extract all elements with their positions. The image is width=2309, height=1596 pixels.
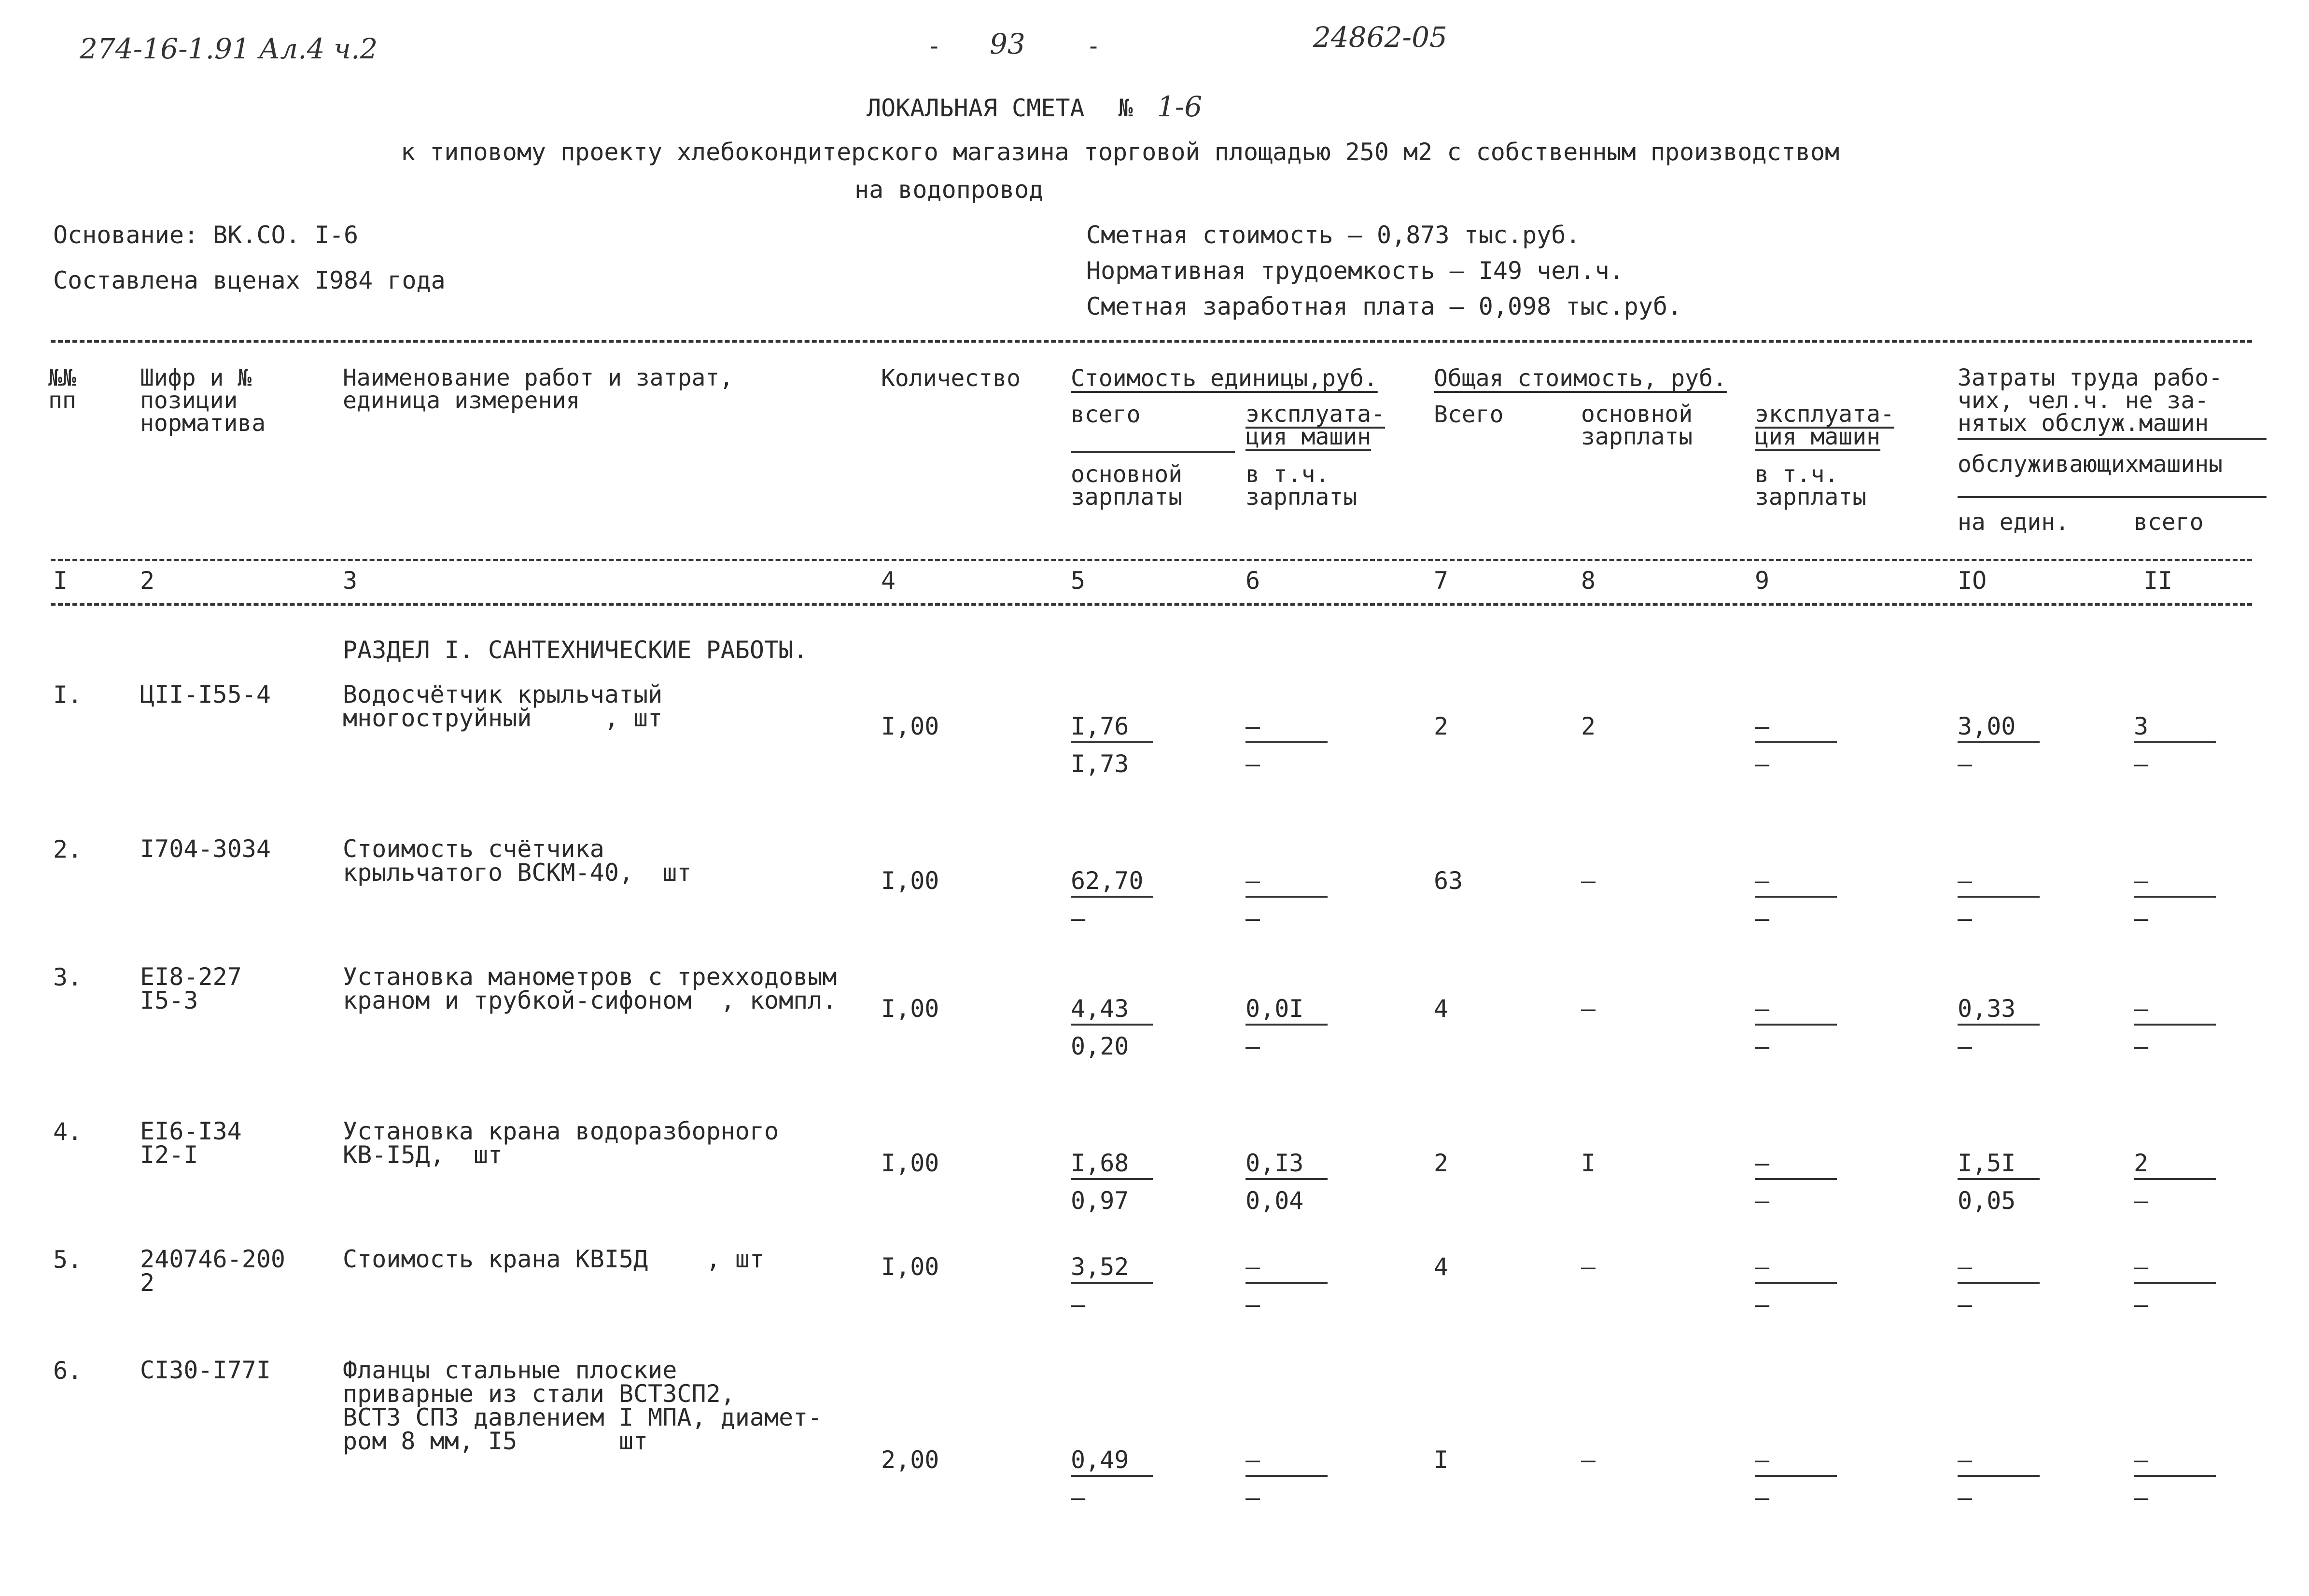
basis: Основание: ВК.СО. I-6 — [53, 221, 359, 249]
rule-colnum-bottom — [51, 603, 2252, 606]
row-name: Стоимость крана КВI5Д , шт — [343, 1245, 764, 1273]
row-total-machines — [1755, 1448, 1837, 1510]
row-total: I — [1434, 1446, 1449, 1474]
row-unit-cost-bottom: – — [1071, 904, 1086, 932]
row-number: 4. — [53, 1118, 83, 1146]
row-total-machines-top: – — [1755, 869, 1837, 898]
row-labor-total-bottom: – — [2134, 750, 2149, 778]
row-labor-per-unit-top: 0,33 — [1958, 997, 2040, 1026]
subtitle-line-2: на водопровод — [854, 176, 1044, 204]
header-row-number: №№ пп — [48, 364, 76, 415]
row-quantity: I,00 — [881, 712, 939, 740]
header-total-all: Всего — [1434, 401, 1504, 428]
row-unit-machines — [1245, 1448, 1328, 1510]
row-labor-per-unit — [1958, 1151, 2040, 1213]
estimated-salary: Сметная заработная плата – 0,098 тыс.руб. — [1086, 292, 1682, 320]
row-number: I. — [53, 681, 83, 709]
header-labor: Затраты труда рабо- чих, чел.ч. не за- нятых обслуж.машин — [1958, 364, 2223, 437]
subtitle-line-1: к типовому проекту хлебокондитерского магазина торговой площадью 250 м2 с собственным производством — [401, 138, 1840, 166]
row-labor-total-top: – — [2134, 869, 2216, 898]
row-labor-per-unit-bottom: – — [1958, 1291, 1973, 1318]
row-code: EI8-227 I5-3 — [140, 963, 242, 1014]
row-unit-machines-bottom: – — [1245, 1032, 1260, 1060]
row-number: 2. — [53, 835, 83, 863]
row-name: Стоимость счётчика крыльчатого ВСКМ-40, шт — [343, 835, 692, 887]
header-labor-per-unit: на един. — [1958, 509, 2070, 536]
header-total-machines: эксплуата- ция машин — [1755, 401, 1894, 451]
row-unit-machines-bottom: – — [1245, 750, 1260, 778]
row-total: 63 — [1434, 867, 1463, 895]
row-total-salary: I — [1581, 1149, 1596, 1177]
row-code: EI6-I34 I2-I — [140, 1117, 242, 1169]
title-number-sign: № — [1118, 94, 1133, 122]
header-unit-machine-salary: в т.ч. зарплаты — [1245, 461, 1357, 511]
row-unit-machines-top: – — [1245, 1255, 1328, 1284]
row-total-salary: – — [1581, 867, 1596, 895]
colnum-2: 2 — [140, 567, 155, 595]
row-labor-total — [2134, 997, 2216, 1058]
row-total-machines-top: – — [1755, 714, 1837, 743]
row-unit-cost-top: 0,49 — [1071, 1448, 1153, 1477]
row-unit-cost-top: 4,43 — [1071, 997, 1153, 1026]
row-labor-total-top: – — [2134, 1255, 2216, 1284]
colnum-1: I — [53, 567, 68, 595]
row-labor-total-bottom: – — [2134, 904, 2149, 932]
row-name: Установка крана водоразборного КВ-I5Д, шт — [343, 1117, 779, 1169]
row-total-machines-bottom: – — [1755, 1032, 1770, 1060]
row-total-machines — [1755, 1255, 1837, 1317]
row-unit-cost-bottom: 0,20 — [1071, 1032, 1129, 1060]
header-total-cost: Общая стоимость, руб. — [1434, 365, 1727, 392]
colnum-8: 8 — [1581, 567, 1596, 595]
row-quantity: I,00 — [881, 1149, 939, 1177]
handwritten-doc-code: 274-16-1.91 Ал.4 ч.2 — [80, 32, 378, 65]
row-labor-total-top: – — [2134, 1448, 2216, 1477]
row-code: 240746-200 2 — [140, 1245, 286, 1297]
row-unit-machines-top: – — [1245, 1448, 1328, 1477]
row-total-machines-bottom: – — [1755, 1291, 1770, 1318]
row-total-machines — [1755, 1151, 1837, 1213]
page-number: 93 — [990, 28, 1025, 60]
header-total-salary: основной зарплаты — [1581, 401, 1693, 451]
row-number: 5. — [53, 1246, 83, 1274]
row-total-salary: 2 — [1581, 712, 1596, 740]
row-unit-cost — [1071, 1151, 1153, 1213]
row-unit-machines — [1245, 1151, 1328, 1213]
row-total-machines-bottom: – — [1755, 904, 1770, 932]
row-total-salary: – — [1581, 995, 1596, 1023]
colnum-4: 4 — [881, 567, 896, 595]
section-title: РАЗДЕЛ I. САНТЕХНИЧЕСКИЕ РАБОТЫ. — [343, 636, 808, 664]
header-unit-cost: Стоимость единицы,руб. — [1071, 365, 1378, 392]
colnum-6: 6 — [1245, 567, 1260, 595]
header-unit-salary: основной зарплаты — [1071, 461, 1183, 511]
row-unit-cost-bottom: 0,97 — [1071, 1187, 1129, 1215]
row-total-machines-top: – — [1755, 1448, 1837, 1477]
colnum-11: II — [2143, 567, 2173, 595]
row-total-machines — [1755, 714, 1837, 776]
header-labor-rule-1 — [1958, 438, 2267, 440]
row-unit-machines-top: – — [1245, 869, 1328, 898]
row-unit-machines — [1245, 869, 1328, 930]
row-total-salary: – — [1581, 1446, 1596, 1474]
row-labor-per-unit-top: I,5I — [1958, 1151, 2040, 1180]
colnum-10: IO — [1958, 567, 1987, 595]
row-unit-cost-bottom: – — [1071, 1484, 1086, 1512]
row-total-machines-bottom: – — [1755, 750, 1770, 778]
row-labor-per-unit-bottom: 0,05 — [1958, 1187, 2016, 1215]
colnum-7: 7 — [1434, 567, 1449, 595]
header-labor-total: всего — [2134, 509, 2204, 536]
row-labor-per-unit — [1958, 997, 2040, 1058]
page-dash-right: - — [1086, 32, 1101, 60]
header-labor-machines: обслуживающихмашины — [1958, 451, 2223, 478]
row-labor-total — [2134, 1448, 2216, 1510]
header-code: Шифр и № позиции норматива — [140, 364, 266, 437]
row-total-salary: – — [1581, 1253, 1596, 1281]
row-unit-machines-top: – — [1245, 714, 1328, 743]
row-labor-per-unit-top: 3,00 — [1958, 714, 2040, 743]
row-unit-cost-top: I,76 — [1071, 714, 1153, 743]
row-unit-cost — [1071, 1255, 1153, 1317]
row-unit-cost-bottom: I,73 — [1071, 750, 1129, 778]
row-unit-cost — [1071, 869, 1153, 930]
row-name: Водосчётчик крыльчатый многоструйный , шт — [343, 680, 663, 732]
row-total: 4 — [1434, 1253, 1449, 1281]
row-total-machines — [1755, 869, 1837, 930]
row-labor-per-unit-bottom: – — [1958, 904, 1973, 932]
row-unit-machines — [1245, 1255, 1328, 1317]
rule-top — [51, 340, 2252, 343]
row-total-machines-bottom: – — [1755, 1484, 1770, 1512]
compiled-in-prices: Составлена вценах I984 года — [53, 266, 446, 294]
row-name: Фланцы стальные плоские приварные из стали ВСТ3СП2, ВСТ3 СП3 давлением I МПА, диамет- ром 8 мм, I5 шт — [343, 1356, 823, 1455]
row-labor-total-top: 3 — [2134, 714, 2216, 743]
header-labor-rule-2 — [1958, 496, 2267, 498]
row-labor-total-top: – — [2134, 997, 2216, 1026]
row-quantity: 2,00 — [881, 1446, 939, 1474]
row-unit-machines — [1245, 714, 1328, 776]
row-quantity: I,00 — [881, 1253, 939, 1281]
row-labor-per-unit-bottom: – — [1958, 1032, 1973, 1060]
row-labor-per-unit-bottom: – — [1958, 750, 1973, 778]
row-labor-total-bottom: – — [2134, 1032, 2149, 1060]
header-unit-rule — [1071, 451, 1235, 453]
row-labor-total-bottom: – — [2134, 1484, 2149, 1512]
row-labor-per-unit — [1958, 714, 2040, 776]
row-labor-total — [2134, 1255, 2216, 1317]
rule-header-bottom — [51, 559, 2252, 561]
row-labor-total-bottom: – — [2134, 1187, 2149, 1215]
row-code: I704-3034 — [140, 835, 271, 863]
row-code: CI30-I77I — [140, 1356, 271, 1384]
row-labor-total-top: 2 — [2134, 1151, 2216, 1180]
row-total-machines — [1755, 997, 1837, 1058]
row-quantity: I,00 — [881, 867, 939, 895]
header-unit-machines: эксплуата- ция машин — [1245, 401, 1385, 451]
row-total-machines-top: – — [1755, 997, 1837, 1026]
row-unit-machines-top: 0,0I — [1245, 997, 1328, 1026]
row-unit-cost-bottom: – — [1071, 1291, 1086, 1318]
estimated-cost: Сметная стоимость – 0,873 тыс.руб. — [1086, 221, 1581, 249]
row-labor-per-unit-top: – — [1958, 869, 2040, 898]
row-total-machines-top: – — [1755, 1151, 1837, 1180]
row-labor-per-unit-top: – — [1958, 1255, 2040, 1284]
row-code: ЦII-I55-4 — [140, 680, 271, 708]
row-unit-cost-top: 62,70 — [1071, 869, 1153, 898]
row-total: 2 — [1434, 1149, 1449, 1177]
row-labor-per-unit-top: – — [1958, 1448, 2040, 1477]
row-unit-machines-bottom: – — [1245, 904, 1260, 932]
row-unit-machines-bottom: – — [1245, 1291, 1260, 1318]
row-labor-per-unit-bottom: – — [1958, 1484, 1973, 1512]
row-total-machines-top: – — [1755, 1255, 1837, 1284]
row-unit-cost-top: 3,52 — [1071, 1255, 1153, 1284]
row-quantity: I,00 — [881, 995, 939, 1023]
header-quantity: Количество — [881, 365, 1021, 392]
row-number: 3. — [53, 963, 83, 991]
row-unit-cost — [1071, 1448, 1153, 1510]
row-labor-total-bottom: – — [2134, 1291, 2149, 1318]
row-number: 6. — [53, 1357, 83, 1385]
document-title — [867, 90, 1203, 123]
row-unit-machines-bottom: 0,04 — [1245, 1187, 1304, 1215]
row-labor-total — [2134, 869, 2216, 930]
row-unit-cost-top: I,68 — [1071, 1151, 1153, 1180]
labor-intensity: Нормативная трудоемкость – I49 чел.ч. — [1086, 257, 1624, 285]
row-labor-total — [2134, 714, 2216, 776]
row-unit-machines-top: 0,I3 — [1245, 1151, 1328, 1180]
row-total: 2 — [1434, 712, 1449, 740]
header-unit-total: всего — [1071, 401, 1141, 428]
row-unit-machines-bottom: – — [1245, 1484, 1260, 1512]
estimate-number: 1-6 — [1157, 90, 1203, 123]
row-labor-total — [2134, 1151, 2216, 1213]
row-unit-machines — [1245, 997, 1328, 1058]
colnum-9: 9 — [1755, 567, 1770, 595]
document-number: 24862-05 — [1313, 21, 1447, 54]
row-labor-per-unit — [1958, 869, 2040, 930]
row-total: 4 — [1434, 995, 1449, 1023]
row-unit-cost — [1071, 714, 1153, 776]
header-name: Наименование работ и затрат, единица измерения — [343, 364, 734, 415]
colnum-5: 5 — [1071, 567, 1086, 595]
row-unit-cost — [1071, 997, 1153, 1058]
row-labor-per-unit — [1958, 1448, 2040, 1510]
colnum-3: 3 — [343, 567, 358, 595]
row-labor-per-unit — [1958, 1255, 2040, 1317]
title-text: ЛОКАЛЬНАЯ СМЕТА — [867, 94, 1085, 122]
row-name: Установка манометров с трехходовым краном и трубкой-сифоном , компл. — [343, 963, 837, 1014]
page-dash-left: - — [927, 32, 942, 60]
header-total-machine-salary: в т.ч. зарплаты — [1755, 461, 1867, 511]
row-total-machines-bottom: – — [1755, 1187, 1770, 1215]
